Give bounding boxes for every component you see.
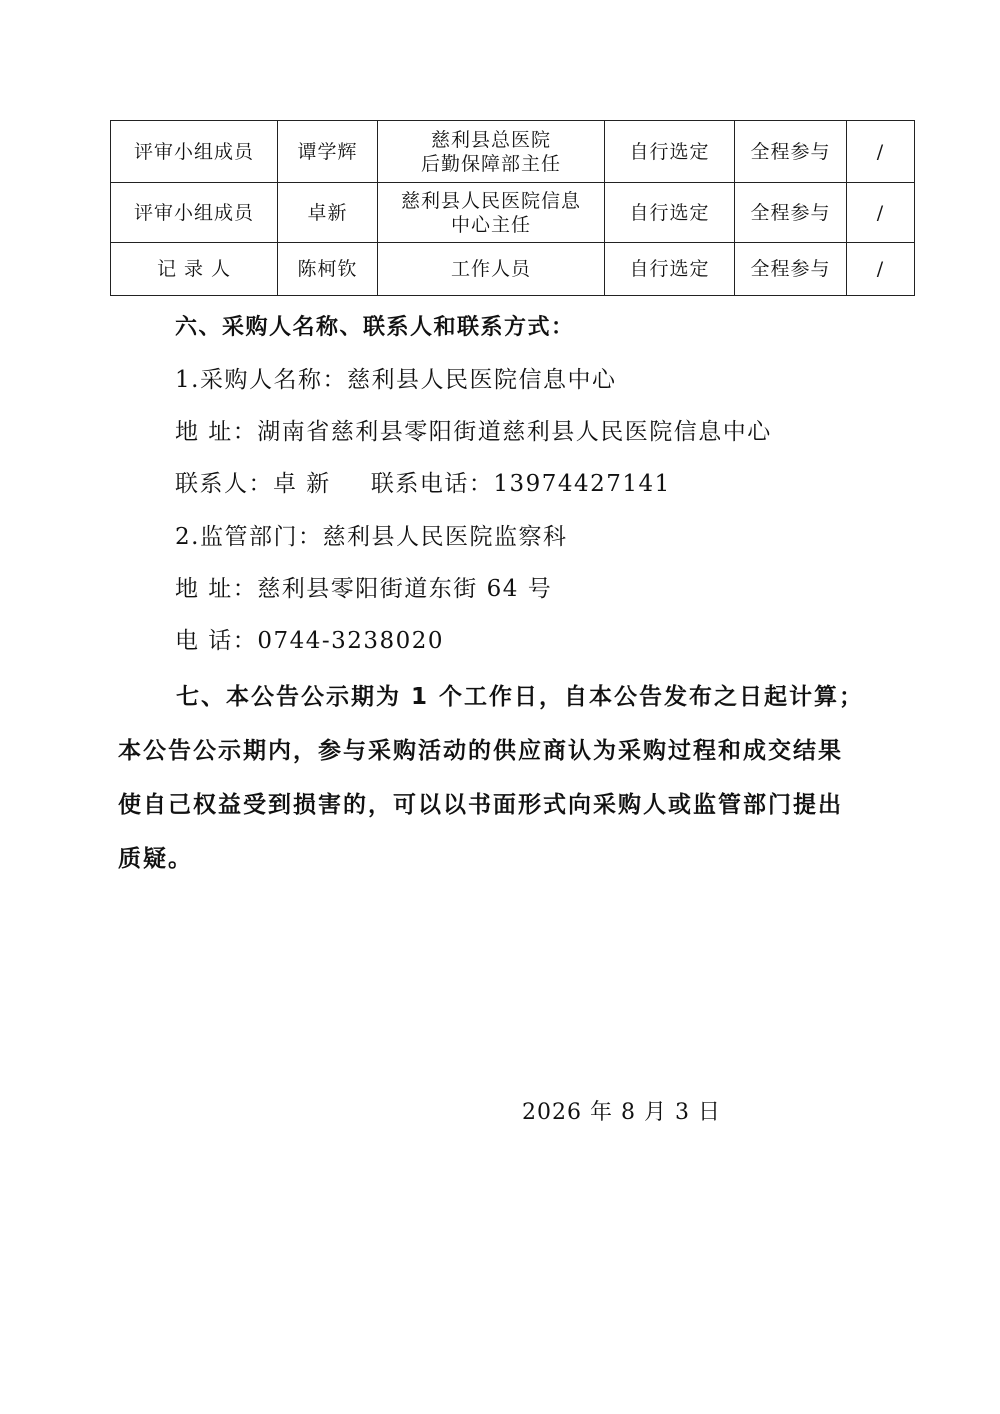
position-cell — [378, 121, 605, 183]
method-cell: 自行选定 — [605, 183, 735, 243]
name-cell: 谭学辉 — [278, 121, 378, 183]
position-line-1: 慈利县总医院 — [430, 128, 551, 151]
participation-cell: 全程参与 — [735, 121, 847, 183]
table-row — [111, 183, 915, 243]
participation-cell: 全程参与 — [735, 183, 847, 243]
contact-line — [175, 465, 671, 498]
note-cell: / — [847, 183, 915, 243]
position-cell — [378, 183, 605, 243]
participation-cell: 全程参与 — [735, 243, 847, 296]
position-cell: 工作人员 — [378, 243, 605, 296]
purchaser-name: 1.采购人名称：慈利县人民医院信息中心 — [175, 367, 617, 393]
position-line-1: 慈利县人民医院信息 — [400, 189, 581, 212]
note-cell: / — [847, 121, 915, 183]
table-row — [111, 121, 915, 183]
section-7-paragraph — [118, 670, 918, 886]
section-6-heading: 六、采购人名称、联系人和联系方式： — [175, 315, 575, 340]
review-panel-table — [110, 120, 915, 296]
purchaser-address: 地 址：湖南省慈利县零阳街道慈利县人民医院信息中心 — [175, 419, 772, 445]
position-line-2: 后勤保障部主任 — [420, 152, 561, 175]
role-cell: 评审小组成员 — [111, 121, 278, 183]
publication-date: 2026 年 8 月 3 日 — [522, 1100, 721, 1125]
paragraph-line: 质疑。 — [118, 846, 193, 872]
table-row — [111, 243, 915, 296]
supervisor-address: 地 址：慈利县零阳街道东街 64 号 — [175, 576, 553, 602]
paragraph-line: 七、本公告公示期为 1 个工作日，自本公告发布之日起计算； — [176, 684, 865, 710]
supervisor-department: 2.监管部门：慈利县人民医院监察科 — [175, 524, 568, 550]
paragraph-line: 使自己权益受到损害的，可以以书面形式向采购人或监管部门提出 — [118, 792, 843, 818]
note-cell: / — [847, 243, 915, 296]
supervisor-phone: 0744-3238020 — [257, 628, 445, 654]
position-line-2: 中心主任 — [450, 213, 531, 236]
method-cell: 自行选定 — [605, 243, 735, 296]
contact-phone: 联系电话：13974427141 — [370, 471, 671, 497]
name-cell: 卓新 — [278, 183, 378, 243]
supervisor-phone-line — [175, 622, 444, 655]
supervisor-phone-label: 电 话： — [175, 628, 258, 654]
paragraph-line: 本公告公示期内，参与采购活动的供应商认为采购过程和成交结果 — [118, 738, 843, 764]
role-cell: 评审小组成员 — [111, 183, 278, 243]
contact-person: 联系人：卓 新 — [175, 471, 331, 497]
method-cell: 自行选定 — [605, 121, 735, 183]
name-cell: 陈柯钦 — [278, 243, 378, 296]
role-cell: 记 录 人 — [111, 243, 278, 296]
